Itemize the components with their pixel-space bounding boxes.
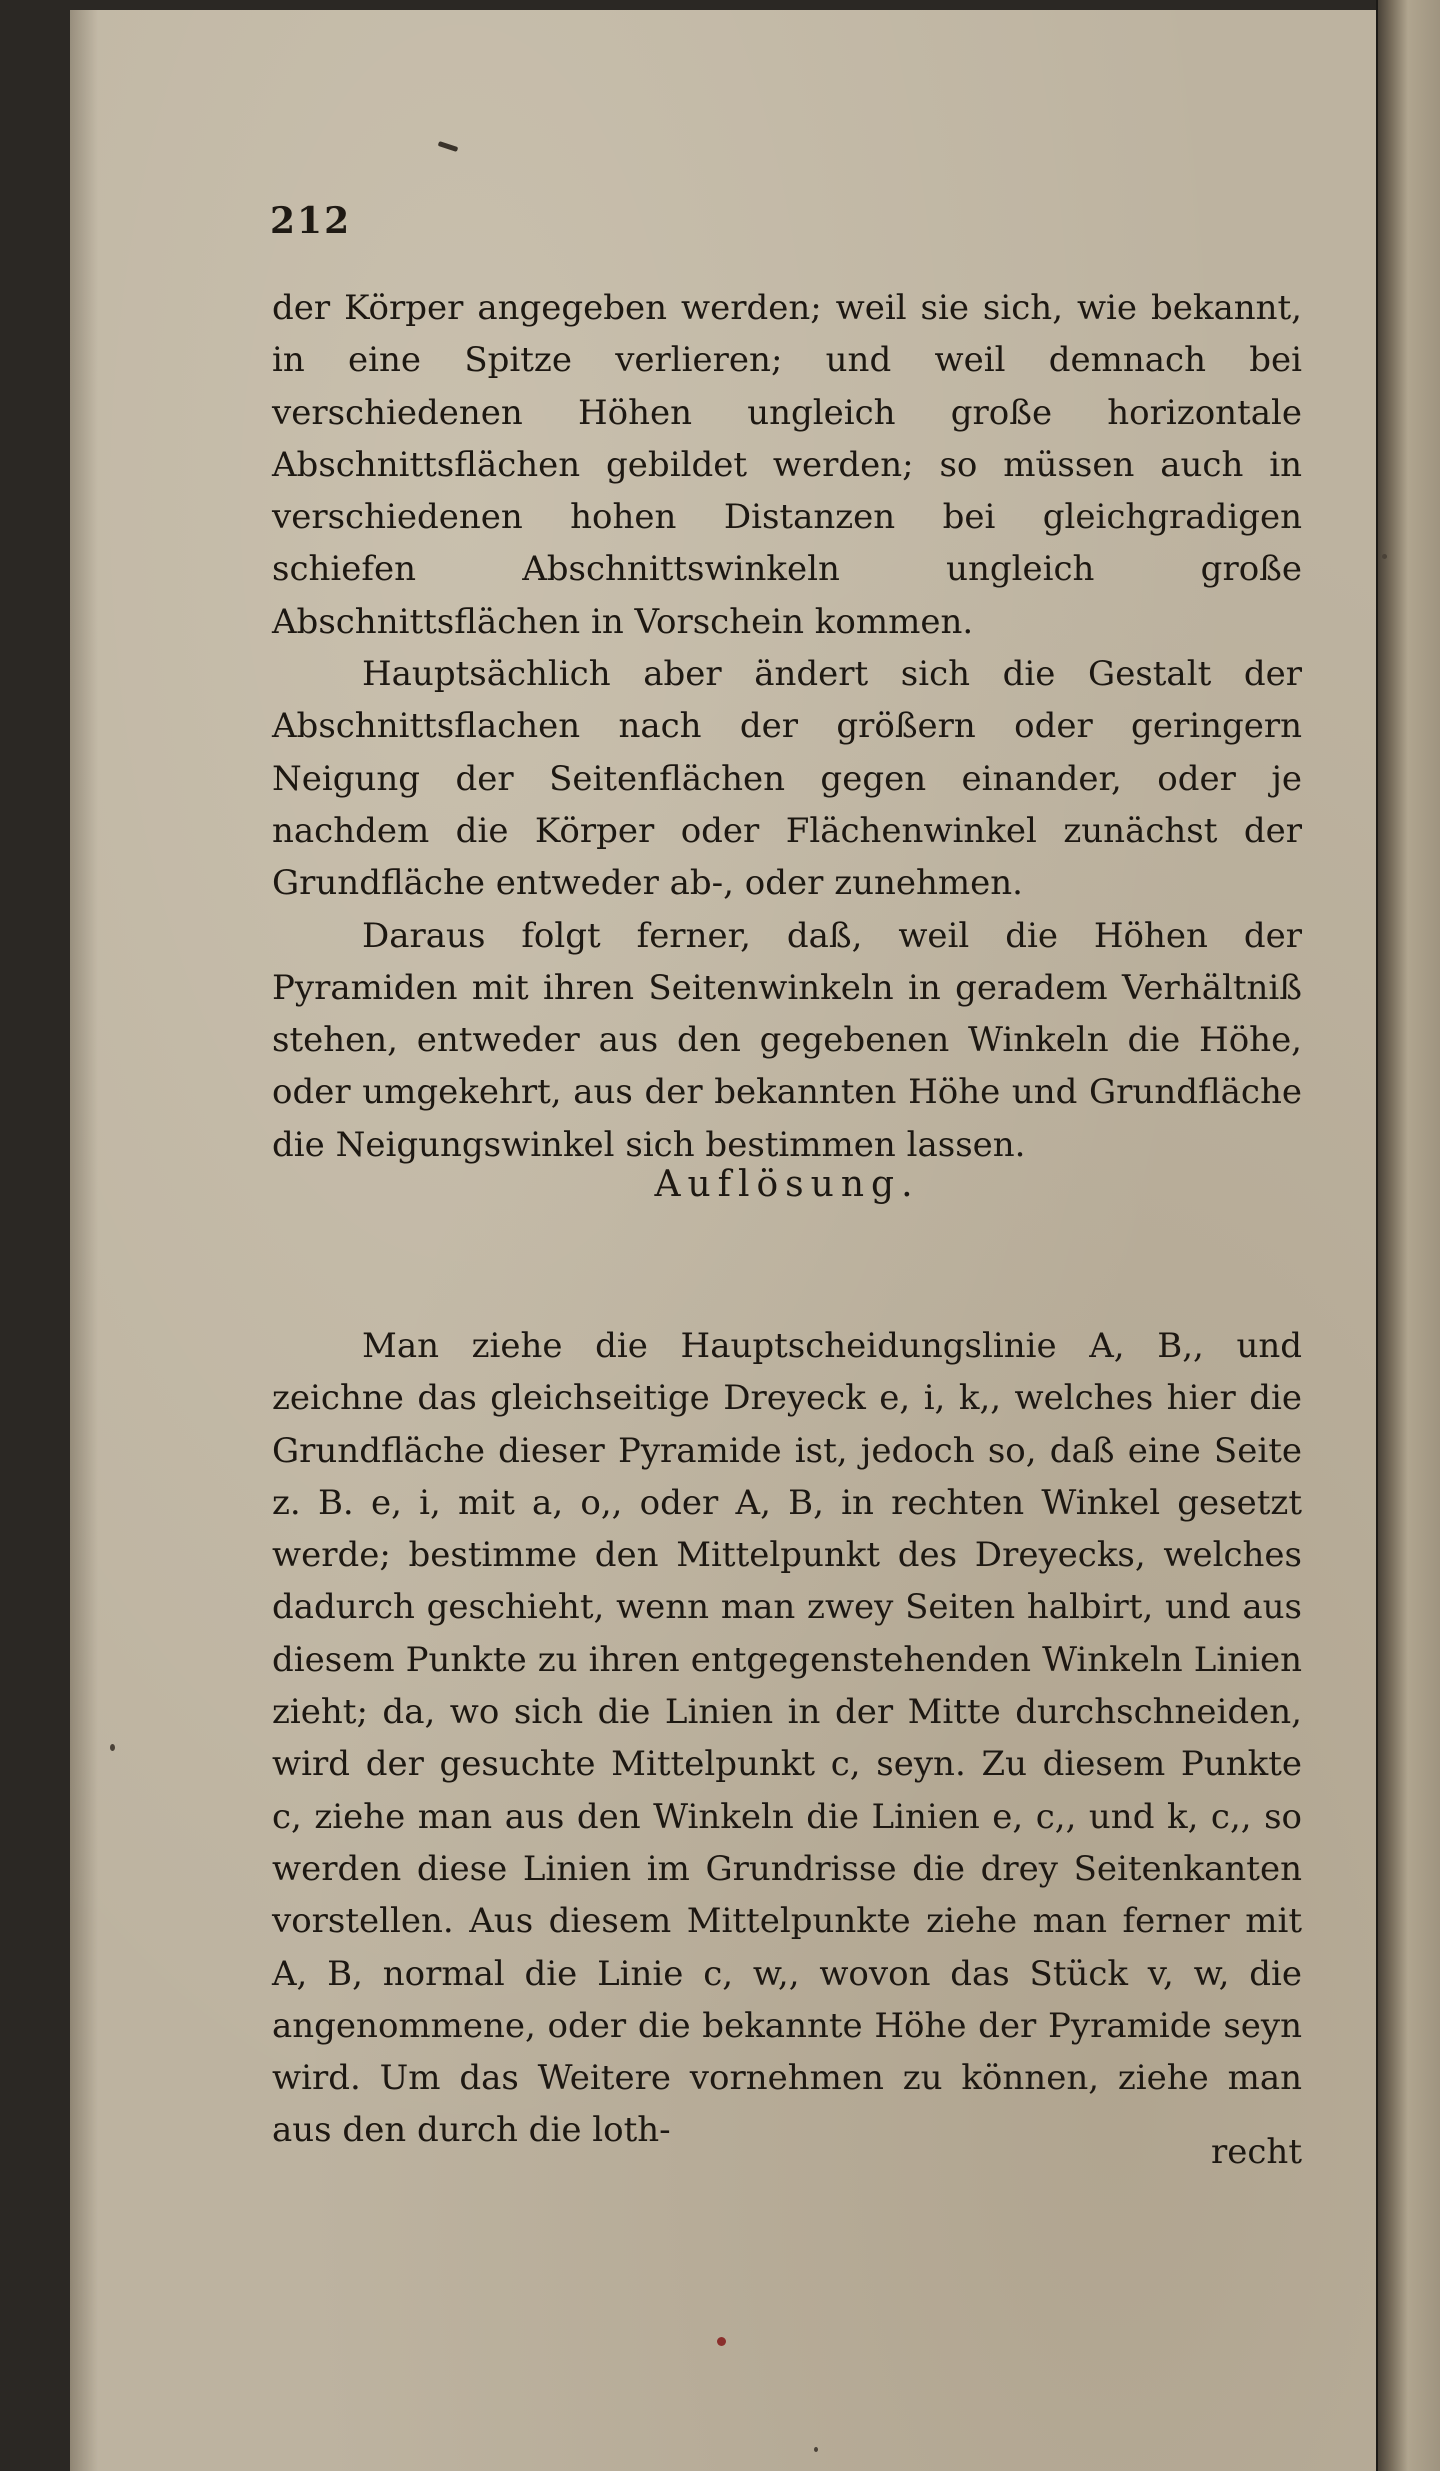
- text-block-lower: [272, 1320, 1302, 2157]
- catchword: recht: [1211, 2132, 1302, 2172]
- section-heading: Auflösung.: [654, 1164, 920, 1205]
- paragraph: Daraus folgt ferner, daß, weil die Höhen der Pyramiden mit ihren Seitenwinkeln in geradem Verhältniß stehen, entweder aus den gegebenen Winkeln die Höhe, oder umgekehrt, aus der bekannten Höhe und Grundfläche die Neigungswinkel sich bestimmen lassen.: [272, 915, 1302, 1165]
- page-number: 212: [270, 200, 352, 242]
- red-stain: [717, 2337, 726, 2346]
- ink-speck: [1382, 554, 1387, 559]
- next-page-edge: [1378, 0, 1440, 2471]
- paragraph: der Körper angegeben werden; weil sie sich, wie bekannt, in eine Spitze verlieren; und weil demnach bei verschiedenen Höhen ungleich große horizontale Abschnittsflächen gebildet werden; so müssen auch in verschiedenen hohen Distanzen bei gleichgradigen schiefen Abschnittswinkeln ungleich große Abschnittsflächen in Vorschein kommen.: [272, 288, 1302, 642]
- paragraph: Man ziehe die Hauptscheidungslinie A, B,, und zeichne das gleichseitige Dreyeck e, i, k,, welches hier die Grundfläche dieser Pyramide ist, jedoch so, daß eine Seite z. B. e, i, mit a, o,, oder A, B, in rechten Winkel gesetzt werde; bestimme den Mittelpunkt des Dreyecks, welches dadurch geschieht, wenn man zwey Seiten halbirt, und aus diesem Punkte zu ihren entgegenstehenden Winkeln Linien zieht; da, wo sich die Linien in der Mitte durchschneiden, wird der gesuchte Mittelpunkt c, seyn. Zu diesem Punkte c, ziehe man aus den Winkeln die Linien e, c,, und k, c,, so werden diese Linien im Grundrisse die drey Seitenkanten vorstellen. Aus diesem Mittelpunkte ziehe man ferner mit A, B, normal die Linie c, w,, wovon das Stück v, w, die angenommene, oder die bekannte Höhe der Pyramide seyn wird. Um das Weitere vornehmen zu können, ziehe man aus den durch die loth-: [272, 1326, 1302, 2151]
- ink-speck: [814, 2447, 818, 2452]
- ink-speck: [110, 1744, 115, 1751]
- paragraph: Hauptsächlich aber ändert sich die Gestalt der Abschnittsflachen nach der größern oder geringern Neigung der Seitenflächen gegen einander, oder je nachdem die Körper oder Flächenwinkel zunächst der Grundfläche entweder ab-, oder zunehmen.: [272, 654, 1302, 904]
- text-block-upper: [272, 282, 1302, 1171]
